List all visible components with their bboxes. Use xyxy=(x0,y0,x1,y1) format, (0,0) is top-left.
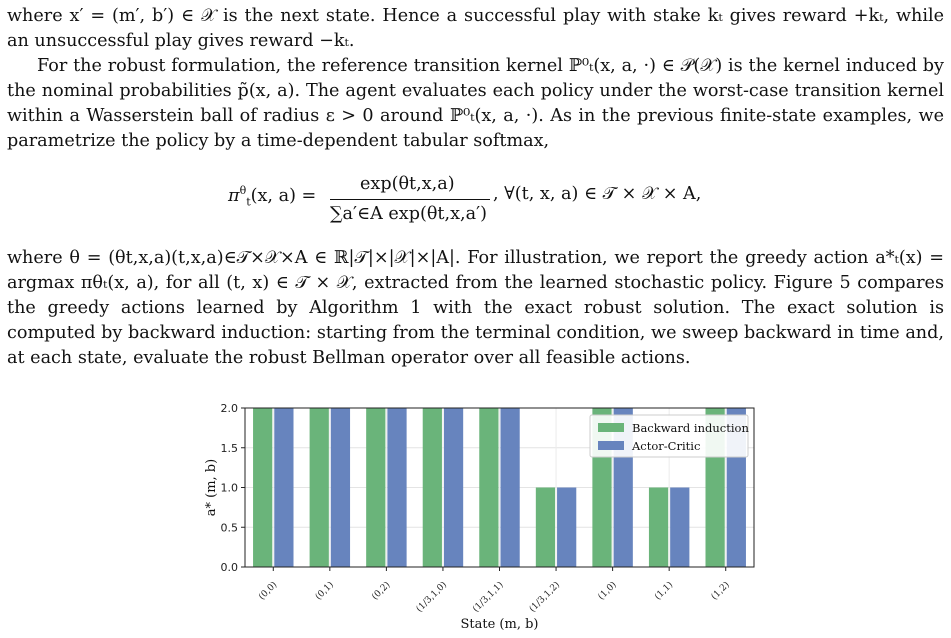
x-tick-label: (1,2) xyxy=(709,580,732,603)
y-tick-label: 0.0 xyxy=(220,561,238,574)
bar-backward-induction xyxy=(479,408,498,567)
legend-swatch xyxy=(598,423,624,432)
bar-actor-critic xyxy=(501,408,520,567)
bar-actor-critic xyxy=(444,408,463,567)
x-axis-label: State (m, b) xyxy=(460,617,539,632)
bar-actor-critic xyxy=(557,488,576,568)
x-tick-label: (1/3,1,1) xyxy=(471,580,506,615)
legend-label: Actor-Critic xyxy=(632,439,701,453)
y-tick-label: 1.0 xyxy=(220,481,238,495)
bar-actor-critic xyxy=(331,408,350,567)
y-tick-label: 1.5 xyxy=(220,441,238,455)
equation-numerator: exp(θt,x,a) xyxy=(360,174,455,194)
legend-swatch xyxy=(598,441,624,450)
x-tick-label: (1/3,1,2) xyxy=(527,580,563,615)
y-tick-label: 0.5 xyxy=(220,521,238,535)
bar-actor-critic xyxy=(274,408,293,567)
bar-actor-critic xyxy=(670,488,689,568)
x-tick-label: (0,2) xyxy=(370,580,393,603)
equation-lhs: $\pi^\theta_t(x$, a) = xyxy=(228,184,317,209)
bar-backward-induction xyxy=(253,408,272,567)
legend-label: Backward induction xyxy=(632,421,749,435)
paragraph-3: where θ = (θt,x,a)(t,x,a)∈𝒯×𝒳×A ∈ ℝ|𝒯|×|𝒳|×|A|. For illustration, we report the greedy action a*ₜ(x) = argmax πθₜ(x, a), for all (t, x) ∈ 𝒯 × 𝒳, extracted from the learned stochastic policy. Figure 5 compares the greedy actions learned by Algorithm 1 with the exact robust solution. The exact solution is computed by backward induction: starting from the terminal condition, we sweep backward in time and, at each state, evaluate the robust Bellman operator over all feasible actions. xyxy=(7,248,944,368)
paragraph-2: For the robust formulation, the reference transition kernel ℙ⁰ₜ(x, a, ·) ∈ 𝒫(𝒳) is the kernel induced by the nominal probabilities p̃(x, a). The agent evaluates each policy under the worst-case transition kernel within a Wasserstein ball of radius ε > 0 around ℙ⁰ₜ(x, a, ·). As in the previous finite-state examples, we parametrize the policy by a time-dependent tabular softmax, xyxy=(7,56,944,151)
y-tick-label: 2.0 xyxy=(220,402,238,415)
bar-actor-critic xyxy=(387,408,406,567)
x-tick-label: (1/3,1,0) xyxy=(414,580,450,615)
bar-backward-induction xyxy=(536,488,555,568)
equation-denominator: ∑a′∈A exp(θt,x,a′) xyxy=(330,204,487,224)
bar-backward-induction xyxy=(366,408,385,567)
bar-backward-induction xyxy=(423,408,442,567)
bar-backward-induction xyxy=(649,488,668,568)
x-tick-label: (1,0) xyxy=(596,580,619,603)
x-tick-label: (0,0) xyxy=(257,580,280,603)
x-tick-label: (0,1) xyxy=(313,580,336,603)
y-axis-label: a* (m, b) xyxy=(204,458,219,517)
equation-rhs: , ∀(t, x, a) ∈ 𝒯 × 𝒳 × A, xyxy=(493,184,702,204)
x-tick-label: (1,1) xyxy=(653,580,676,603)
paragraph-1: where x′ = (m′, b′) ∈ 𝒳 is the next state. Hence a successful play with stake kₜ gives reward +kₜ, while an unsuccessful play gives reward −kₜ. xyxy=(7,6,944,51)
bar-backward-induction xyxy=(310,408,329,567)
